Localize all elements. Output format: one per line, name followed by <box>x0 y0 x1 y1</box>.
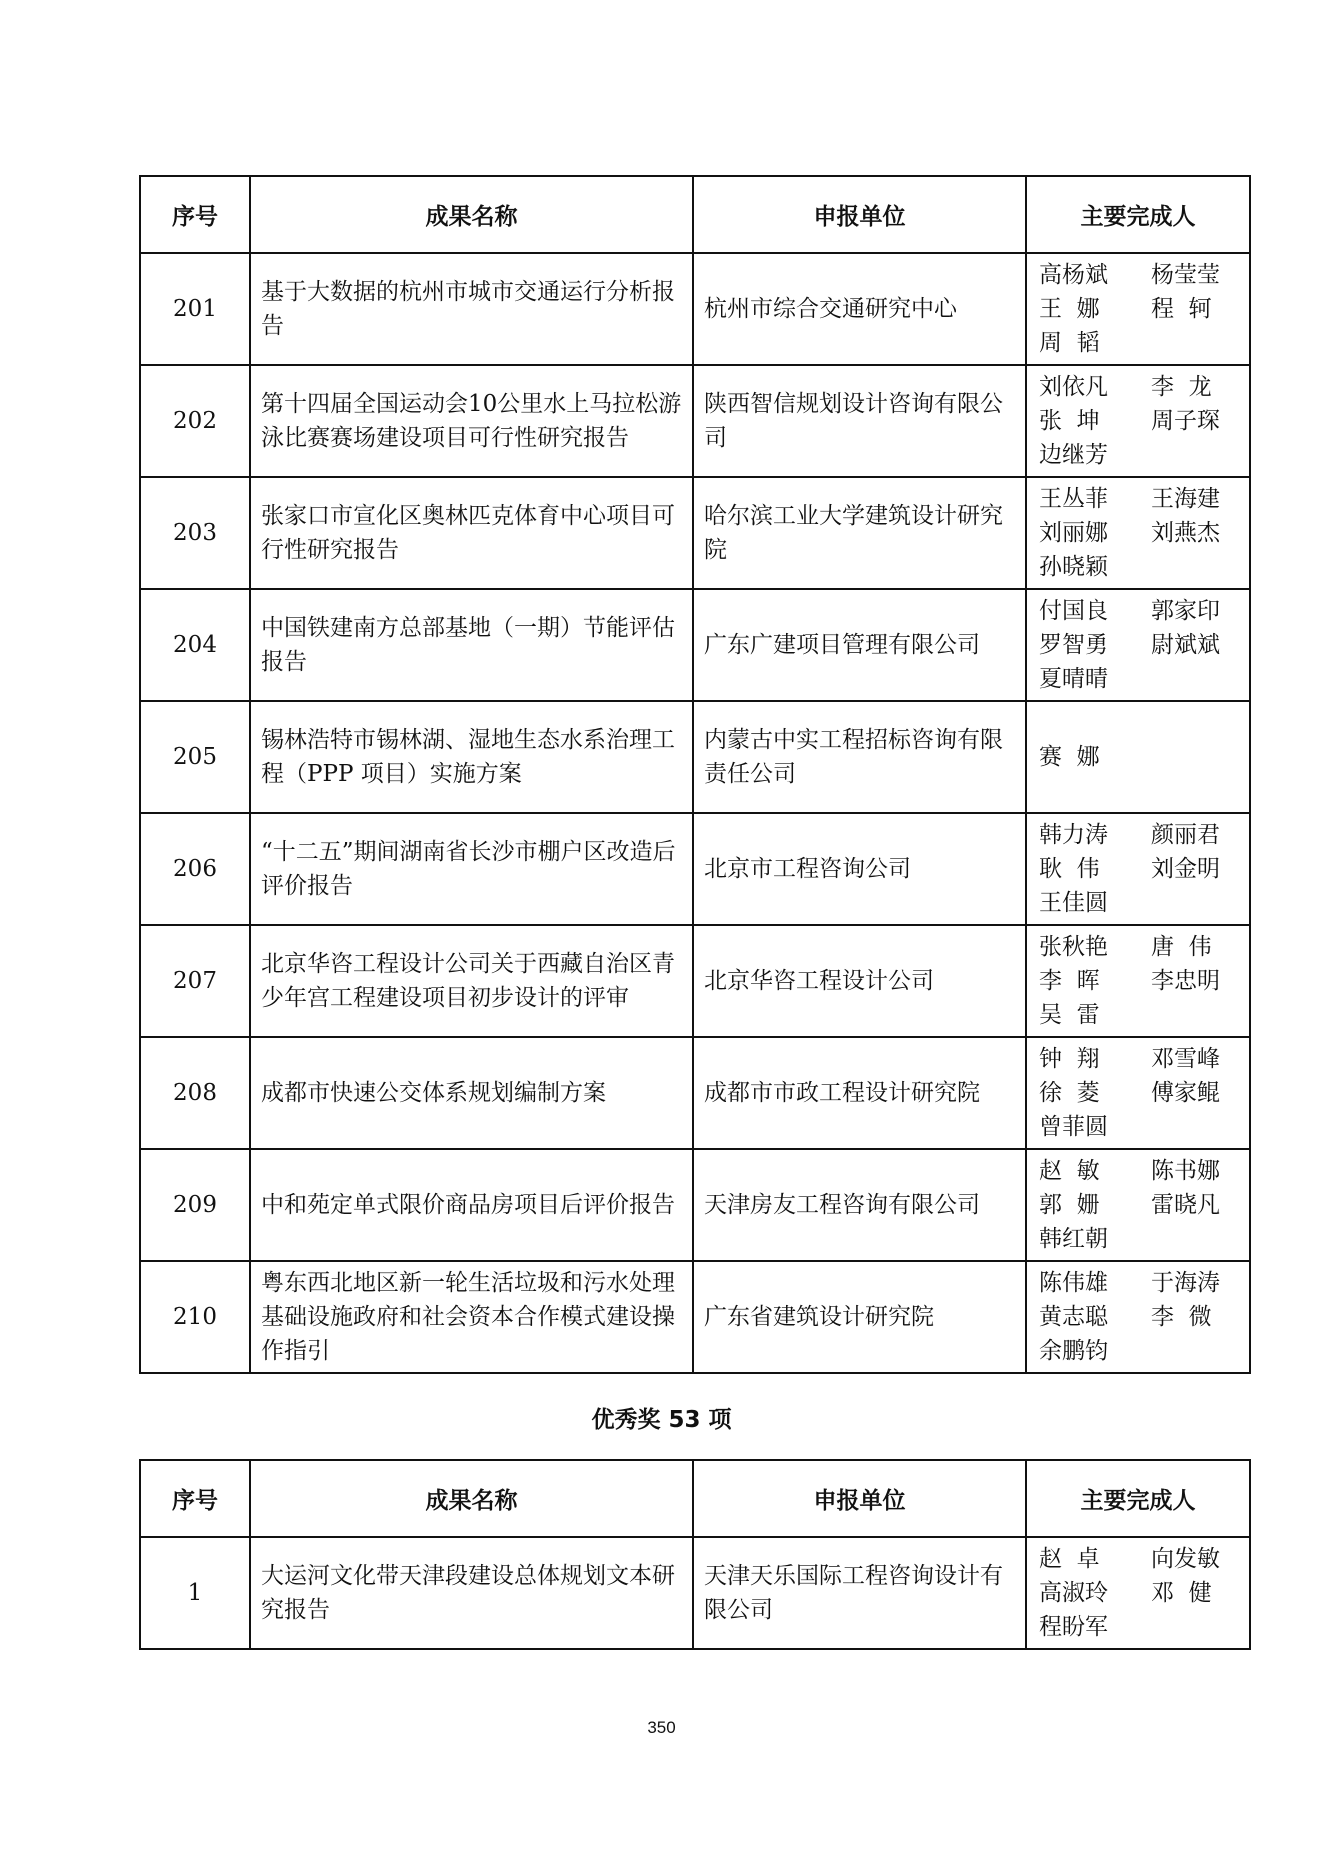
contributor-line <box>1039 1042 1239 1076</box>
table-row <box>140 701 1250 813</box>
contributor-line <box>1039 628 1239 662</box>
project-name: 锡林浩特市锡林湖、湿地生态水系治理工程（PPP 项目）实施方案 <box>250 701 693 813</box>
contributor-line <box>1039 438 1239 472</box>
contributor-name: 张 坤 <box>1039 408 1100 434</box>
contributor-name: 韩力涛 <box>1039 822 1108 848</box>
contributor-name: 李 晖 <box>1039 968 1100 994</box>
table-row <box>140 477 1250 589</box>
contributor-name: 高淑玲 <box>1039 1580 1108 1606</box>
contributor-name: 傅家鲲 <box>1151 1080 1220 1106</box>
main-contributors <box>1026 477 1250 589</box>
header-row <box>140 1460 1250 1537</box>
reporting-unit: 杭州市综合交通研究中心 <box>693 253 1026 365</box>
reporting-unit: 成都市市政工程设计研究院 <box>693 1037 1026 1149</box>
contributor-line <box>1039 550 1239 584</box>
row-number: 202 <box>140 365 250 477</box>
table-row <box>140 365 1250 477</box>
header-unit: 申报单位 <box>693 176 1026 253</box>
contributor-name: 高杨斌 <box>1039 262 1108 288</box>
contributor-name: 张秋艳 <box>1039 934 1108 960</box>
contributor-line <box>1039 1222 1239 1256</box>
project-name: 第十四届全国运动会10公里水上马拉松游泳比赛赛场建设项目可行性研究报告 <box>250 365 693 477</box>
contributor-name: 刘金明 <box>1151 856 1220 882</box>
row-number: 1 <box>140 1537 250 1649</box>
project-name: 中和苑定单式限价商品房项目后评价报告 <box>250 1149 693 1261</box>
table-row <box>140 813 1250 925</box>
contributor-line <box>1039 1334 1239 1368</box>
contributor-name: 程 轲 <box>1151 296 1212 322</box>
section-title: 优秀奖 53 项 <box>591 1407 732 1433</box>
contributor-line <box>1039 930 1239 964</box>
contributor-name: 刘丽娜 <box>1039 520 1108 546</box>
contributor-line <box>1039 482 1239 516</box>
reporting-unit: 陕西智信规划设计咨询有限公司 <box>693 365 1026 477</box>
contributor-name: 尉斌斌 <box>1151 632 1220 658</box>
contributor-name: 赛 娜 <box>1039 744 1100 770</box>
header-name: 成果名称 <box>250 176 693 253</box>
contributor-name: 黄志聪 <box>1039 1304 1108 1330</box>
contributor-name: 陈伟雄 <box>1039 1270 1108 1296</box>
header-num: 序号 <box>140 1460 250 1537</box>
project-name: 北京华咨工程设计公司关于西藏自治区青少年宫工程建设项目初步设计的评审 <box>250 925 693 1037</box>
contributor-line <box>1039 594 1239 628</box>
row-number: 206 <box>140 813 250 925</box>
main-contributors <box>1026 253 1250 365</box>
row-number: 203 <box>140 477 250 589</box>
row-number: 209 <box>140 1149 250 1261</box>
header-people: 主要完成人 <box>1026 1460 1250 1537</box>
table-row <box>140 925 1250 1037</box>
contributor-name: 颜丽君 <box>1151 822 1220 848</box>
header-num: 序号 <box>140 176 250 253</box>
contributor-line <box>1039 1154 1239 1188</box>
contributor-name: 曾菲圆 <box>1039 1114 1108 1140</box>
project-name: 张家口市宣化区奥林匹克体育中心项目可行性研究报告 <box>250 477 693 589</box>
contributor-name: 徐 菱 <box>1039 1080 1100 1106</box>
table-row <box>140 1537 1250 1649</box>
contributor-line <box>1039 1110 1239 1144</box>
contributor-name: 向发敏 <box>1151 1546 1220 1572</box>
contributor-name: 边继芳 <box>1039 442 1108 468</box>
contributor-name: 李 龙 <box>1151 374 1212 400</box>
table-header <box>140 1460 1250 1537</box>
header-unit: 申报单位 <box>693 1460 1026 1537</box>
contributor-line <box>1039 818 1239 852</box>
contributor-name: 陈书娜 <box>1151 1158 1220 1184</box>
project-name: “十二五”期间湖南省长沙市棚户区改造后评价报告 <box>250 813 693 925</box>
contributor-line <box>1039 740 1239 774</box>
row-number: 204 <box>140 589 250 701</box>
contributor-line <box>1039 1576 1239 1610</box>
row-number: 210 <box>140 1261 250 1373</box>
contributor-line <box>1039 1076 1239 1110</box>
row-number: 205 <box>140 701 250 813</box>
contributor-name: 邓雪峰 <box>1151 1046 1220 1072</box>
contributor-name: 吴 雷 <box>1039 1002 1100 1028</box>
main-contributors <box>1026 1261 1250 1373</box>
contributor-name: 杨莹莹 <box>1151 262 1220 288</box>
contributor-name: 赵 卓 <box>1039 1546 1100 1572</box>
reporting-unit: 北京市工程咨询公司 <box>693 813 1026 925</box>
excellent-awards-table <box>139 1459 1251 1650</box>
row-number: 208 <box>140 1037 250 1149</box>
contributor-name: 耿 伟 <box>1039 856 1100 882</box>
reporting-unit: 哈尔滨工业大学建筑设计研究院 <box>693 477 1026 589</box>
main-contributors <box>1026 813 1250 925</box>
contributor-name: 郭 姗 <box>1039 1192 1100 1218</box>
main-contributors <box>1026 1537 1250 1649</box>
contributor-name: 余鹏钧 <box>1039 1338 1108 1364</box>
row-number: 201 <box>140 253 250 365</box>
main-contributors <box>1026 589 1250 701</box>
contributor-line <box>1039 998 1239 1032</box>
header-name: 成果名称 <box>250 1460 693 1537</box>
contributor-name: 王 娜 <box>1039 296 1100 322</box>
contributor-name: 郭家印 <box>1151 598 1220 624</box>
page-number: 350 <box>647 1718 676 1737</box>
reporting-unit: 北京华咨工程设计公司 <box>693 925 1026 1037</box>
table-body <box>140 253 1250 1373</box>
contributor-name: 罗智勇 <box>1039 632 1108 658</box>
main-contributors <box>1026 701 1250 813</box>
reporting-unit: 广东省建筑设计研究院 <box>693 1261 1026 1373</box>
main-contributors <box>1026 1037 1250 1149</box>
table-header <box>140 176 1250 253</box>
contributor-name: 钟 翔 <box>1039 1046 1100 1072</box>
contributor-name: 王佳圆 <box>1039 890 1108 916</box>
contributor-line <box>1039 1266 1239 1300</box>
awards-table <box>139 175 1251 1374</box>
contributor-line <box>1039 404 1239 438</box>
table-row <box>140 253 1250 365</box>
reporting-unit: 内蒙古中实工程招标咨询有限责任公司 <box>693 701 1026 813</box>
contributor-line <box>1039 326 1239 360</box>
contributor-name: 孙晓颖 <box>1039 554 1108 580</box>
contributor-name: 程盼军 <box>1039 1614 1108 1640</box>
reporting-unit: 天津天乐国际工程咨询设计有限公司 <box>693 1537 1026 1649</box>
contributor-line <box>1039 370 1239 404</box>
project-name: 成都市快速公交体系规划编制方案 <box>250 1037 693 1149</box>
main-contributors <box>1026 925 1250 1037</box>
contributor-line <box>1039 258 1239 292</box>
table-row <box>140 589 1250 701</box>
main-contributors <box>1026 365 1250 477</box>
project-name: 大运河文化带天津段建设总体规划文本研究报告 <box>250 1537 693 1649</box>
contributor-line <box>1039 1188 1239 1222</box>
contributor-line <box>1039 662 1239 696</box>
main-contributors <box>1026 1149 1250 1261</box>
contributor-line <box>1039 1542 1239 1576</box>
table-body <box>140 1537 1250 1649</box>
contributor-line <box>1039 292 1239 326</box>
contributor-name: 于海涛 <box>1151 1270 1220 1296</box>
project-name: 粤东西北地区新一轮生活垃圾和污水处理基础设施政府和社会资本合作模式建设操作指引 <box>250 1261 693 1373</box>
header-people: 主要完成人 <box>1026 176 1250 253</box>
contributor-name: 刘依凡 <box>1039 374 1108 400</box>
table-row <box>140 1149 1250 1261</box>
contributor-name: 付国良 <box>1039 598 1108 624</box>
contributor-name: 雷晓凡 <box>1151 1192 1220 1218</box>
contributor-name: 王海建 <box>1151 486 1220 512</box>
contributor-line <box>1039 886 1239 920</box>
project-name: 中国铁建南方总部基地（一期）节能评估报告 <box>250 589 693 701</box>
project-name: 基于大数据的杭州市城市交通运行分析报告 <box>250 253 693 365</box>
contributor-name: 周 韬 <box>1039 330 1100 356</box>
contributor-name: 夏晴晴 <box>1039 666 1108 692</box>
table-row <box>140 1037 1250 1149</box>
contributor-name: 李 微 <box>1151 1304 1212 1330</box>
contributor-line <box>1039 516 1239 550</box>
contributor-line <box>1039 1300 1239 1334</box>
contributor-line <box>1039 852 1239 886</box>
contributor-name: 王丛菲 <box>1039 486 1108 512</box>
row-number: 207 <box>140 925 250 1037</box>
table-row <box>140 1261 1250 1373</box>
contributor-line <box>1039 964 1239 998</box>
contributor-name: 唐 伟 <box>1151 934 1212 960</box>
contributor-name: 周子琛 <box>1151 408 1220 434</box>
contributor-name: 李忠明 <box>1151 968 1220 994</box>
contributor-name: 刘燕杰 <box>1151 520 1220 546</box>
reporting-unit: 天津房友工程咨询有限公司 <box>693 1149 1026 1261</box>
reporting-unit: 广东广建项目管理有限公司 <box>693 589 1026 701</box>
contributor-name: 赵 敏 <box>1039 1158 1100 1184</box>
header-row <box>140 176 1250 253</box>
contributor-name: 邓 健 <box>1151 1580 1212 1606</box>
contributor-name: 韩红朝 <box>1039 1226 1108 1252</box>
contributor-line <box>1039 1610 1239 1644</box>
